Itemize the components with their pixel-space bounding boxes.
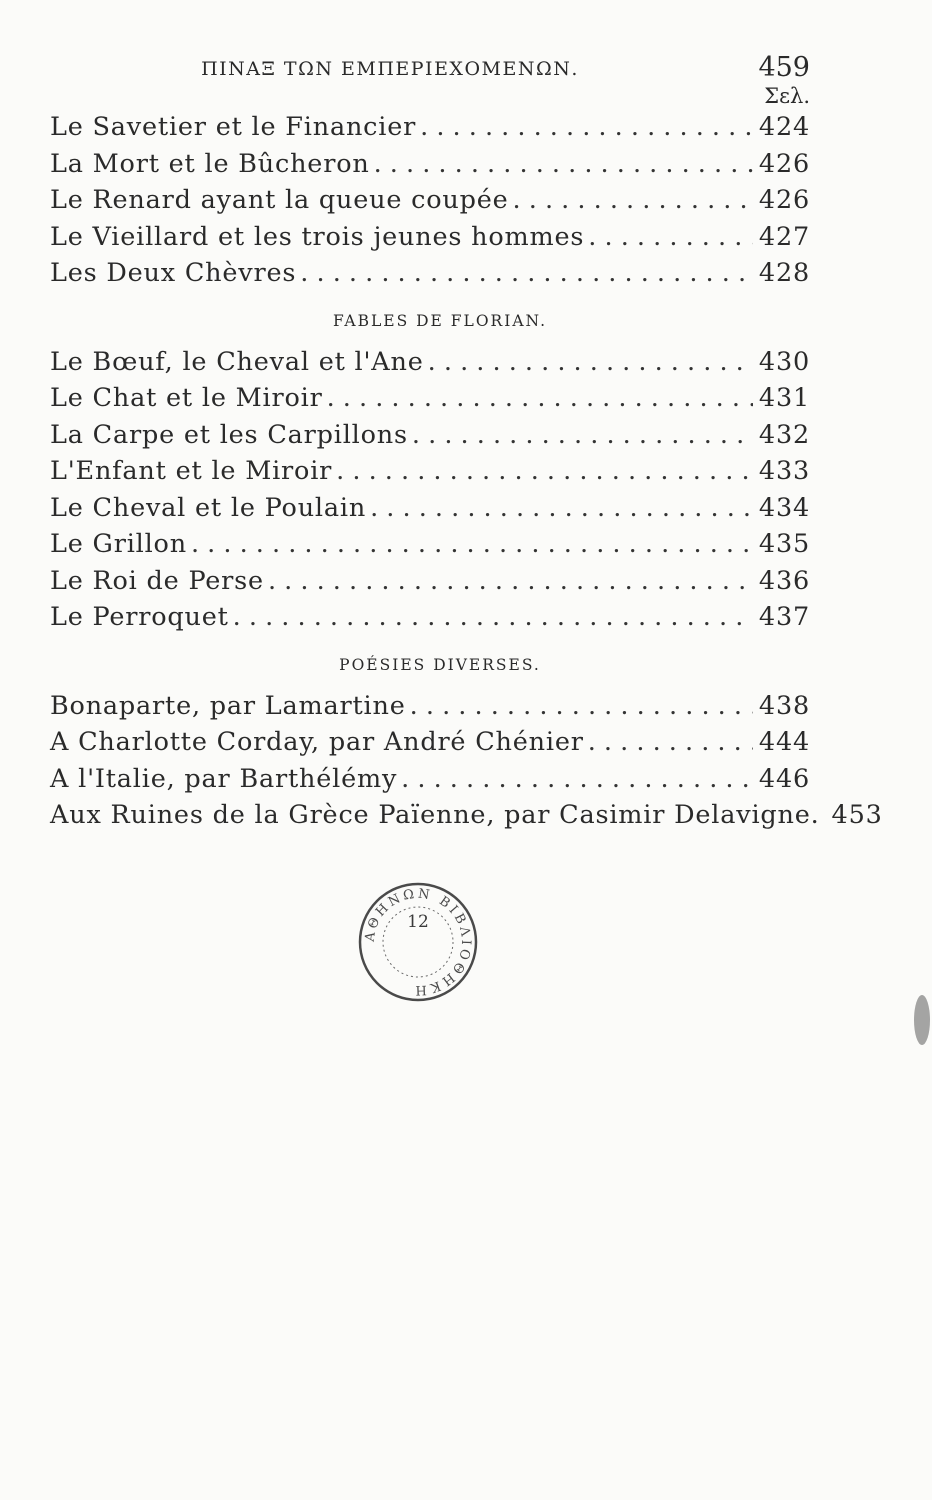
entry-title: Le Savetier et le Financier: [50, 112, 417, 142]
dot-leader: [327, 383, 753, 413]
dot-leader: [268, 566, 753, 596]
entry-page: 453: [831, 800, 883, 830]
dot-leader: [428, 347, 753, 377]
running-title: ΠΙΝΑΞ ΤΩΝ ΕΜΠΕΡΙΕΧΟΜΕΝΩΝ.: [201, 58, 579, 80]
toc-entry: [50, 493, 810, 530]
entry-page: 438: [758, 690, 810, 721]
table-of-contents: [50, 112, 883, 837]
entry-page: 432: [758, 419, 810, 450]
entry-title: Le Cheval et le Poulain: [50, 492, 367, 523]
stamp-ring-text: ΑΘΗΝΩΝ ΒΙΒΛΙΟΘΗΚΗ: [362, 886, 474, 998]
entry-title: Le Vieillard et les trois jeunes hommes: [50, 221, 585, 252]
toc-entry: [50, 727, 810, 764]
entry-title: La Carpe et les Carpillons: [50, 419, 408, 450]
entry-title: Le Perroquet: [50, 602, 229, 632]
entry-title: Bonaparte, par Lamartine: [50, 690, 406, 721]
toc-entry: [50, 602, 810, 639]
toc-entry: [50, 185, 810, 222]
paper-stain: [914, 995, 930, 1045]
entry-page: 427: [758, 221, 810, 252]
dot-leader: [588, 222, 753, 252]
toc-entry: [50, 764, 810, 801]
toc-entry: [50, 222, 810, 259]
dot-leader: [191, 529, 753, 559]
toc-entry: [50, 383, 810, 420]
stamp-number: 12: [407, 912, 429, 932]
entry-title: Les Deux Chèvres: [50, 258, 297, 288]
dot-leader: [410, 691, 753, 721]
entry-title: A l'Italie, par Barthélémy: [50, 763, 398, 794]
entry-page: 430: [758, 346, 810, 377]
toc-entry: [50, 347, 810, 384]
toc-entry: [50, 112, 810, 149]
toc-entry: [50, 800, 883, 837]
svg-text:ΑΘΗΝΩΝ ΒΙΒΛΙΟΘΗΚΗ: [363, 887, 474, 998]
section-heading-florian: FABLES DE FLORIAN.: [332, 311, 548, 330]
dot-leader: [588, 727, 753, 757]
entry-title: Le Roi de Perse: [50, 565, 264, 596]
entry-page: 433: [758, 456, 810, 486]
entry-page: 431: [758, 383, 810, 413]
entry-title: Aux Ruines de la Grèce Païenne, par Casimir Delavigne.: [50, 800, 820, 830]
entry-page: 446: [758, 763, 810, 794]
toc-entry: [50, 420, 810, 457]
section-heading-poesies: POÉSIES DIVERSES.: [339, 655, 541, 674]
dot-leader: [420, 112, 753, 142]
dot-leader: [300, 258, 753, 288]
toc-entry: [50, 529, 810, 566]
toc-entry: [50, 456, 810, 493]
entry-title: Le Renard ayant la queue coupée: [50, 185, 509, 215]
dot-leader: [370, 493, 753, 523]
entry-page: 436: [758, 565, 810, 596]
entry-page: 426: [758, 148, 810, 179]
entry-page: 444: [758, 727, 810, 757]
dot-leader: [336, 456, 753, 486]
dot-leader: [374, 149, 753, 179]
entry-title: A Charlotte Corday, par André Chénier: [50, 727, 584, 757]
entry-title: Le Chat et le Miroir: [50, 383, 323, 413]
page-column-label: Σελ.: [764, 84, 810, 108]
column-label-wrap: [50, 0, 810, 120]
toc-entry: [50, 566, 810, 603]
stamp-seal-icon: [356, 880, 480, 1004]
entry-page: 428: [758, 258, 810, 288]
dot-leader: [401, 764, 753, 794]
entry-page: 435: [758, 529, 810, 559]
toc-entry: [50, 691, 810, 728]
entry-title: Le Grillon: [50, 529, 187, 559]
toc-entry: [50, 149, 810, 186]
toc-entry: [50, 258, 810, 295]
dot-leader: [412, 420, 753, 450]
entry-title: L'Enfant et le Miroir: [50, 456, 333, 486]
entry-page: 434: [758, 492, 810, 523]
dot-leader: [233, 602, 753, 632]
page-number: 459: [758, 52, 810, 83]
entry-title: Le Bœuf, le Cheval et l'Ane: [50, 346, 424, 377]
dot-leader: [513, 185, 753, 215]
entry-title: La Mort et le Bûcheron: [50, 148, 370, 179]
entry-page: 424: [758, 112, 810, 142]
library-stamp: [356, 880, 480, 1004]
entry-page: 437: [758, 602, 810, 632]
entry-page: 426: [758, 185, 810, 215]
